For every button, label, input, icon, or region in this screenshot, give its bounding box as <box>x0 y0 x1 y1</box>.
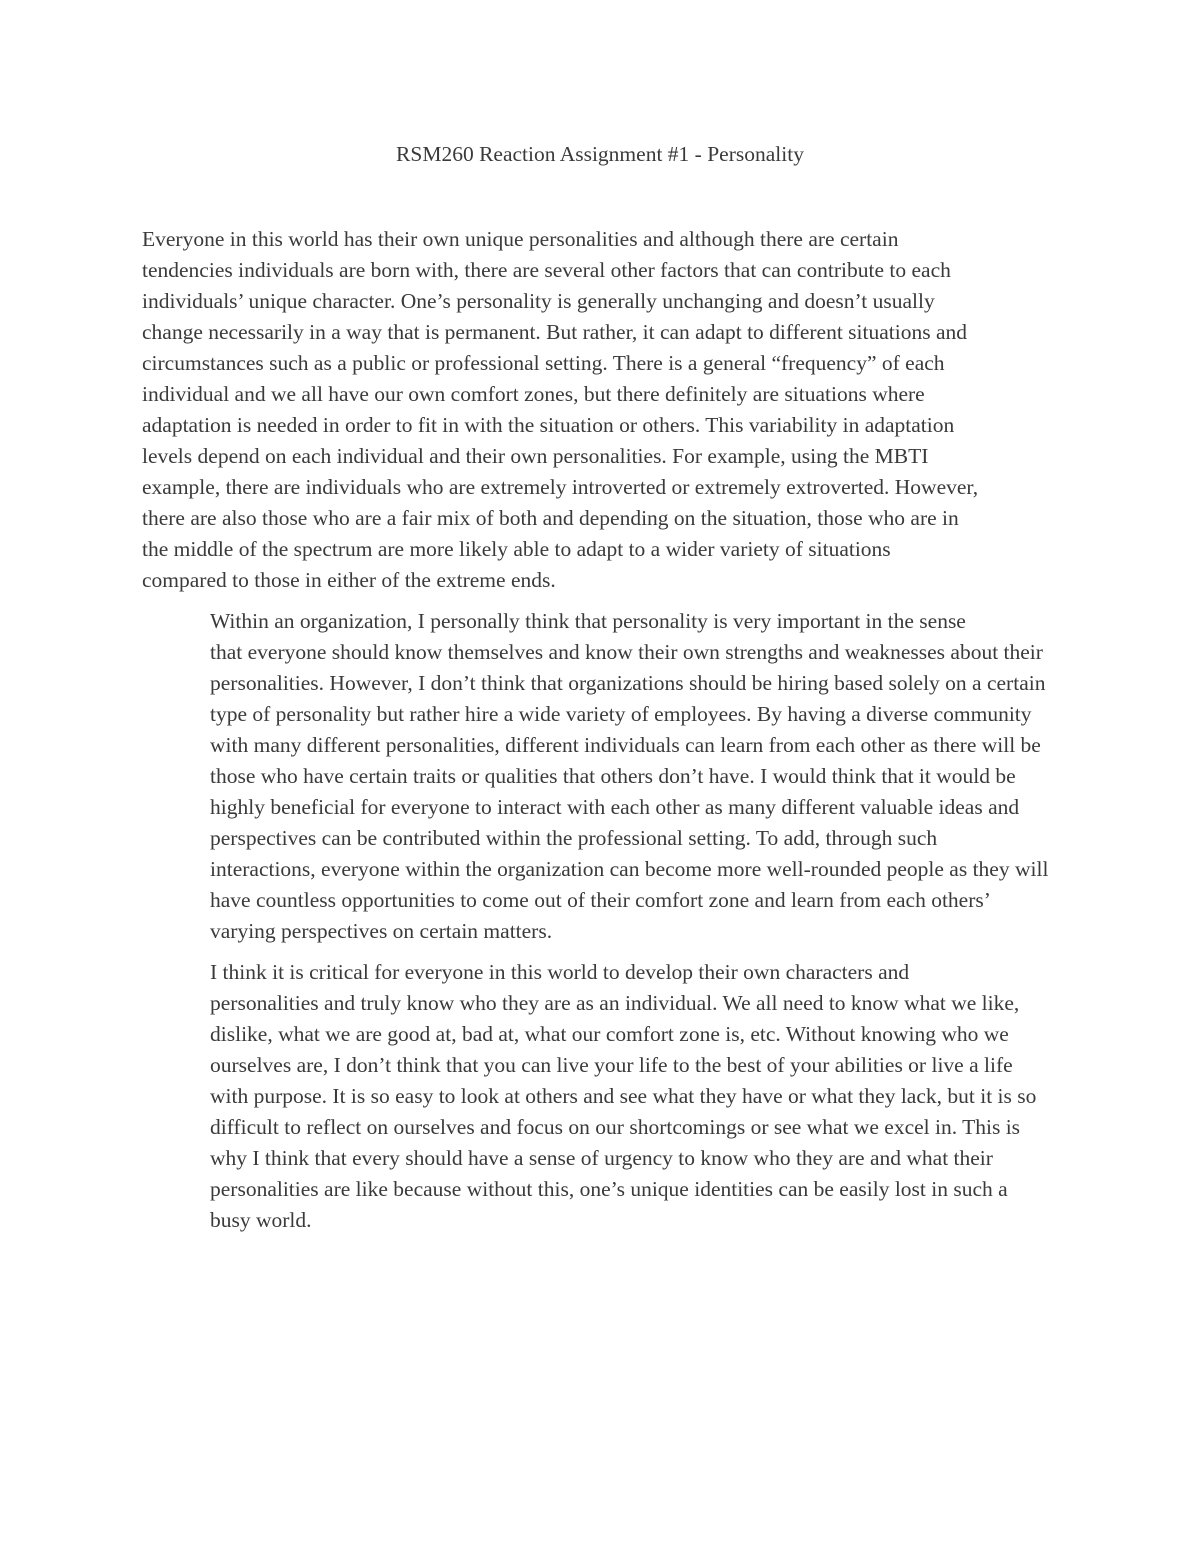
paragraph-line: with many different personalities, different individuals can learn from each other as there will be <box>210 733 1041 757</box>
paragraph-line: type of personality but rather hire a wide variety of employees. By having a diverse community <box>210 702 1032 726</box>
paragraph-line: Within an organization, I personally think that personality is very important in the sense <box>210 609 966 633</box>
paragraph-line: I think it is critical for everyone in this world to develop their own characters and <box>210 960 910 984</box>
paragraph-line: varying perspectives on certain matters. <box>210 919 553 943</box>
paragraph-line: change necessarily in a way that is permanent. But rather, it can adapt to different situations and <box>142 320 968 344</box>
paragraph-line: tendencies individuals are born with, there are several other factors that can contribute to each <box>142 258 951 282</box>
paragraph-line: personalities and truly know who they are as an individual. We all need to know what we like, <box>210 991 1020 1015</box>
paragraph-line: with purpose. It is so easy to look at others and see what they have or what they lack, but it is so <box>210 1084 1037 1108</box>
paragraph-line: dislike, what we are good at, bad at, what our comfort zone is, etc. Without knowing who we <box>210 1022 1009 1046</box>
paragraph-line: busy world. <box>210 1208 312 1232</box>
paragraph-line: difficult to reflect on ourselves and focus on our shortcomings or see what we excel in. This is <box>210 1115 1021 1139</box>
paragraph-line: Everyone in this world has their own unique personalities and although there are certain <box>142 227 899 251</box>
paragraph-line: perspectives can be contributed within the professional setting. To add, through such <box>210 826 938 850</box>
paragraph-line: there are also those who are a fair mix of both and depending on the situation, those who are in <box>142 506 959 530</box>
paragraph-line: example, there are individuals who are extremely introverted or extremely extroverted. However, <box>142 475 979 499</box>
paragraph-line: levels depend on each individual and their own personalities. For example, using the MBTI <box>142 444 929 468</box>
document-title: RSM260 Reaction Assignment #1 - Personality <box>396 142 804 166</box>
paragraph-line: adaptation is needed in order to fit in with the situation or others. This variability in adaptation <box>142 413 955 437</box>
paragraph-line: personalities are like because without this, one’s unique identities can be easily lost in such a <box>210 1177 1008 1201</box>
paragraph-line: interactions, everyone within the organization can become more well-rounded people as they will <box>210 857 1049 881</box>
paragraph-line: personalities. However, I don’t think that organizations should be hiring based solely on a certain <box>210 671 1046 695</box>
paragraph-line: compared to those in either of the extreme ends. <box>142 568 556 592</box>
paragraph-line: those who have certain traits or qualities that others don’t have. I would think that it would be <box>210 764 1016 788</box>
paragraph-1 <box>142 224 1062 596</box>
paragraph-line: ourselves are, I don’t think that you can live your life to the best of your abilities or live a life <box>210 1053 1013 1077</box>
paragraph-line: individual and we all have our own comfort zones, but there definitely are situations where <box>142 382 925 406</box>
paragraph-2 <box>142 606 1062 947</box>
paragraph-line: have countless opportunities to come out of their comfort zone and learn from each others’ <box>210 888 991 912</box>
paragraph-line: the middle of the spectrum are more likely able to adapt to a wider variety of situations <box>142 537 891 561</box>
document-body <box>142 224 1062 1246</box>
paragraph-line: that everyone should know themselves and know their own strengths and weaknesses about their <box>210 640 1043 664</box>
paragraph-line: why I think that every should have a sense of urgency to know who they are and what their <box>210 1146 993 1170</box>
paragraph-line: circumstances such as a public or professional setting. There is a general “frequency” of each <box>142 351 945 375</box>
paragraph-line: highly beneficial for everyone to interact with each other as many different valuable ideas and <box>210 795 1020 819</box>
paragraph-line: individuals’ unique character. One’s personality is generally unchanging and doesn’t usually <box>142 289 935 313</box>
paragraph-3 <box>142 957 1062 1236</box>
